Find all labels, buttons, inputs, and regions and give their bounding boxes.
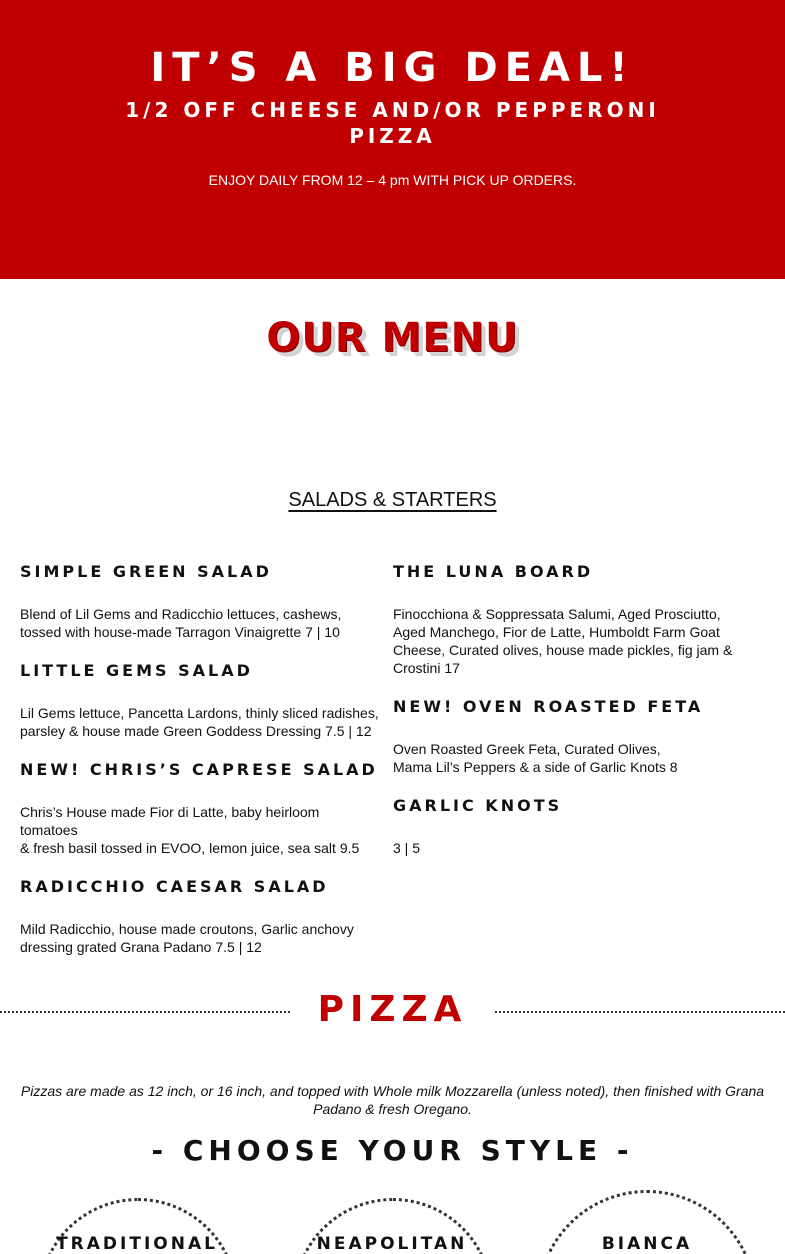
salads-left-column — [20, 562, 380, 976]
menu-item-desc: Lil Gems lettuce, Pancetta Lardons, thinly sliced radishes, parsley & house made Green Goddess Dressing 7.5 | 12 — [20, 705, 379, 739]
menu-item-desc: Mild Radicchio, house made croutons, Garlic anchovy dressing grated Grana Padano 7.5 | 12 — [20, 921, 354, 955]
pizza-section-header — [0, 988, 785, 1036]
menu-item-name: RADICCHIO CAESAR SALAD — [20, 877, 329, 896]
dotted-divider-left — [0, 1011, 290, 1013]
style-label-bianca[interactable]: BIANCA — [601, 1234, 693, 1254]
menu-item-name: THE LUNA BOARD — [393, 562, 594, 581]
pizza-note: Pizzas are made as 12 inch, or 16 inch, and topped with Whole milk Mozzarella (unless noted), then finished with Grana Padano & fresh Oregano. — [20, 1083, 765, 1117]
menu-item-desc: Finocchiona & Soppressata Salumi, Aged Prosciutto, Aged Manchego, Fior de Latte, Humboldt Farm Goat Cheese, Curated olives, house made pickles, fig jam & Crostini 17 — [393, 606, 733, 676]
promo-title: IT’S A BIG DEAL! — [150, 45, 635, 91]
menu-item-desc: 3 | 5 — [393, 840, 420, 856]
salads-starters-heading[interactable]: SALADS & STARTERS — [288, 489, 497, 511]
menu-item — [20, 661, 380, 740]
promo-subtitle: 1/2 OFF CHEESE AND/OR PEPPERONI PIZZA — [125, 98, 660, 148]
menu-item — [20, 562, 380, 641]
menu-item — [393, 796, 753, 857]
choose-style-heading: - CHOOSE YOUR STYLE - — [151, 1134, 634, 1167]
menu-item-name: LITTLE GEMS SALAD — [20, 661, 253, 680]
menu-item — [393, 697, 753, 776]
our-menu-title: OUR MENU — [266, 315, 519, 361]
menu-item-desc: Chris’s House made Fior di Latte, baby heirloom tomatoes & fresh basil tossed in EVOO, lemon juice, sea salt 9.5 — [20, 804, 360, 856]
menu-item-desc: Blend of Lil Gems and Radicchio lettuces, cashews, tossed with house-made Tarragon Vinaigrette 7 | 10 — [20, 606, 342, 640]
menu-item — [20, 760, 380, 857]
promo-note: ENJOY DAILY FROM 12 – 4 pm WITH PICK UP ORDERS. — [208, 172, 577, 188]
pizza-title: PIZZA — [317, 989, 468, 1030]
dotted-divider-right — [495, 1011, 785, 1013]
starters-right-column — [393, 562, 753, 877]
promo-banner — [0, 0, 785, 279]
menu-item-name: GARLIC KNOTS — [393, 796, 563, 815]
menu-item-name: NEW! CHRIS’S CAPRESE SALAD — [20, 760, 378, 779]
menu-item — [393, 562, 753, 677]
style-label-traditional[interactable]: TRADITIONAL — [56, 1234, 218, 1254]
menu-item-name: SIMPLE GREEN SALAD — [20, 562, 272, 581]
menu-item-desc: Oven Roasted Greek Feta, Curated Olives, Mama Lil’s Peppers & a side of Garlic Knots 8 — [393, 741, 678, 775]
menu-item-name: NEW! OVEN ROASTED FETA — [393, 697, 704, 716]
menu-item — [20, 877, 380, 956]
style-label-neapolitan[interactable]: NEAPOLITAN — [316, 1234, 468, 1254]
